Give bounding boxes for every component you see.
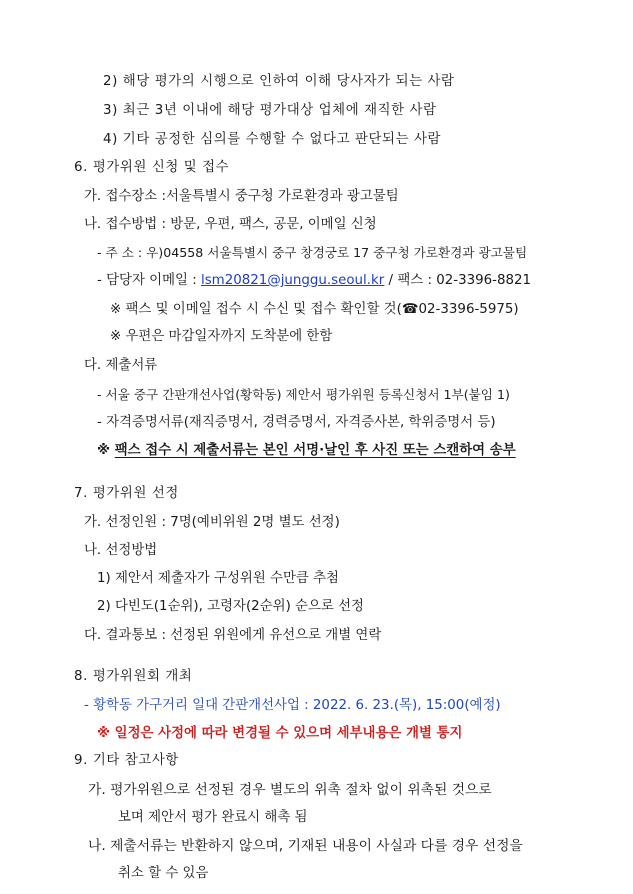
fax-submission-text: 팩스 접수 시 제출서류는 본인 서명·날인 후 사진 또는 스캔하여 송부 <box>114 443 516 458</box>
section-7-heading: 7. 평가위원 선정 <box>74 486 179 501</box>
email-link[interactable]: lsm20821@junggu.seoul.kr <box>200 273 385 288</box>
submission-docs-heading: 다. 제출서류 <box>84 358 158 373</box>
section-8-heading: 8. 평가위원회 개최 <box>74 669 193 684</box>
receipt-location: 가. 접수장소 :서울특별시 중구청 가로환경과 광고물팀 <box>84 189 399 204</box>
exclusion-item-4: 4) 기타 공정한 심의를 수행할 수 없다고 판단되는 사람 <box>103 132 442 147</box>
section-9-heading: 9. 기타 참고사항 <box>74 753 179 768</box>
notice-mark: ※ <box>97 443 115 458</box>
selection-method-2: 2) 다빈도(1순위), 고령자(2순위) 순으로 선정 <box>97 599 364 614</box>
email-label: - 담당자 이메일 : <box>97 273 201 288</box>
meeting-schedule: - 황학동 가구거리 일대 간판개선사업 : 2022. 6. 23.(목), 15:00(예정) <box>84 698 501 713</box>
section-6-heading: 6. 평가위원 신청 및 접수 <box>74 160 230 175</box>
fax-number: / 팩스 : 02-3396-8821 <box>384 273 532 288</box>
contact-email-line <box>97 271 531 291</box>
note-1-line-1: 가. 평가위원으로 선정된 경우 별도의 위촉 절차 없이 위촉된 것으로 <box>88 782 492 798</box>
note-2-line-2: 취소 할 수 있음 <box>118 866 209 881</box>
note-2-line-1: 나. 제출서류는 반환하지 않으며, 기재된 내용이 사실과 다를 경우 선정을 <box>88 838 523 854</box>
schedule-change-notice: ※ 일정은 사정에 따라 변경될 수 있으며 세부내용은 개별 통지 <box>97 726 463 741</box>
exclusion-item-2: 2) 해당 평가의 시행으로 인하여 이해 당사자가 되는 사람 <box>103 74 455 89</box>
note-1-line-2: 보며 제안서 평가 완료시 해촉 됨 <box>118 810 308 825</box>
fax-submission-notice <box>97 441 516 461</box>
exclusion-item-3: 3) 최근 3년 이내에 해당 평가대상 업체에 재직한 사람 <box>103 103 437 118</box>
doc-registration-form: - 서울 중구 간판개선사업(황학동) 제안서 평가위원 등록신청서 1부(붙임 1) <box>97 387 510 402</box>
receipt-method: 나. 접수방법 : 방문, 우편, 팩스, 공문, 이메일 신청 <box>84 217 377 232</box>
selection-count: 가. 선정인원 : 7명(예비위원 2명 별도 선정) <box>84 515 340 530</box>
selection-method-1: 1) 제안서 제출자가 구성위원 수만큼 추첨 <box>97 571 339 586</box>
fax-email-notice: ※ 팩스 및 이메일 접수 시 수신 및 접수 확인할 것(☎02-3396-5975) <box>110 302 519 317</box>
selection-method-heading: 나. 선정방법 <box>84 543 158 558</box>
doc-credentials: - 자격증명서류(재직증명서, 경력증명서, 자격증사본, 학위증명서 등) <box>97 415 496 430</box>
address-line: - 주 소 : 우)04558 서울특별시 중구 창경궁로 17 중구청 가로환경과 광고물팀 <box>97 245 528 260</box>
mail-deadline-notice: ※ 우편은 마감일자까지 도착분에 한함 <box>110 329 333 344</box>
result-notification: 다. 결과통보 : 선정된 위원에게 유선으로 개별 연락 <box>84 628 382 643</box>
